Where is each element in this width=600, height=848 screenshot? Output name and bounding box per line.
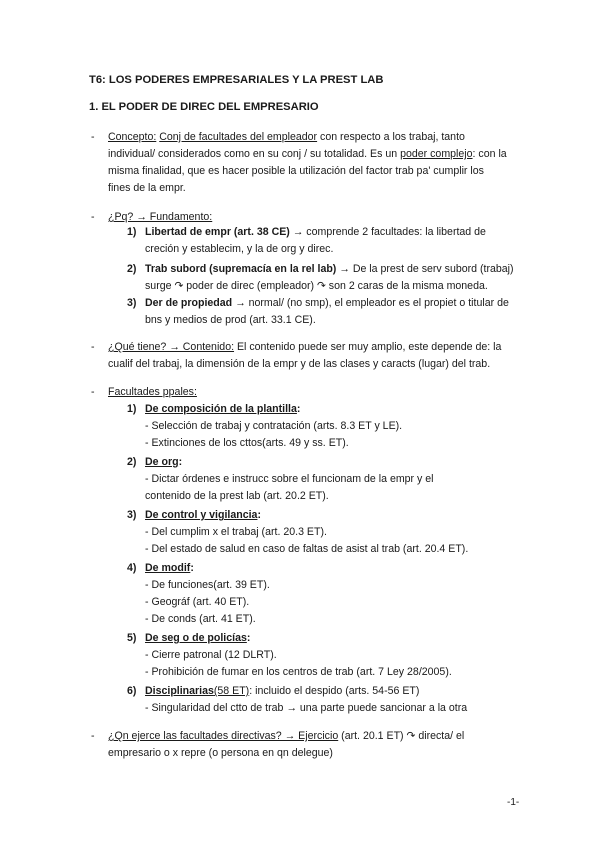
concepto-text: individual/ considerados como en su conj / su totalidad. Es un [108, 148, 401, 160]
facultad-heading [145, 508, 261, 522]
list-item-text: → De la prest de serv subord (trabaj) [336, 263, 514, 275]
facultad-heading-colon: : [246, 632, 251, 644]
bullet-dash: - [91, 131, 95, 143]
facultad-line: - Cierre patronal (12 DLRT). [145, 649, 277, 661]
facultad-line: - Del cumplim x el trabaj (art. 20.3 ET). [145, 526, 327, 538]
facultad-heading-ref: (58 ET) [213, 685, 250, 697]
contenido-line-2: cualif del trabaj, la dimensión de la empr y de las clases y caracts (lugar) del trab. [108, 358, 491, 370]
page-number: -1- [507, 797, 520, 808]
ejercicio-line-2: empresario o x repre (o persona en qn delegue) [108, 747, 333, 759]
list-number: 6) [127, 685, 137, 697]
facultad-heading-colon: : [257, 509, 261, 521]
contenido-label: ¿Qué tiene? → Contenido: [108, 341, 235, 353]
list-item-bold: Trab subord (supremacía en la rel lab) [145, 263, 337, 275]
facultad-heading [145, 561, 194, 575]
facultad-heading-text: De org [145, 456, 179, 468]
facultad-line: - De funciones(art. 39 ET). [145, 579, 270, 591]
facultad-heading-text: Disciplinarias [145, 685, 214, 697]
document-title: T6: LOS PODERES EMPRESARIALES Y LA PREST LAB [89, 74, 384, 86]
facultad-heading-text: De modif [145, 562, 191, 574]
concepto-underlined: poder complejo [400, 148, 473, 160]
bullet-dash: - [91, 730, 95, 742]
bullet-dash: - [91, 211, 95, 223]
list-number: 2) [127, 263, 137, 275]
facultad-heading-rest: : incluido el despido (arts. 54-56 ET) [249, 685, 420, 697]
list-number: 4) [127, 562, 137, 574]
facultad-heading-text: De composición de la plantilla [145, 403, 297, 415]
facultades-label: Facultades ppales: [108, 386, 197, 398]
concepto-line-3: misma finalidad, que es hacer posible la utilización del factor trab pa' cumplir los [108, 165, 484, 177]
facultad-heading [145, 455, 182, 469]
concepto-text: con respecto a los trabaj, tanto [317, 131, 465, 143]
facultad-line: - Geográf (art. 40 ET). [145, 596, 250, 608]
list-number: 3) [127, 509, 137, 521]
ejercicio-line-1 [108, 729, 464, 743]
bullet-dash: - [91, 386, 95, 398]
list-number: 3) [127, 297, 137, 309]
facultad-heading-text: De seg o de policías [145, 632, 247, 644]
list-item [145, 296, 509, 310]
contenido-line-1 [108, 340, 501, 354]
facultad-heading [145, 402, 300, 416]
list-item [145, 262, 514, 276]
concepto-line-4: fines de la empr. [108, 182, 186, 194]
list-item-bold: Der de propiedad [145, 297, 233, 309]
facultad-line: - Dictar órdenes e instrucc sobre el funcionam de la empr y el [145, 473, 434, 485]
ejercicio-label: ¿Qn ejerce las facultades directivas? → Ejercicio [108, 730, 339, 742]
list-number: 5) [127, 632, 137, 644]
ejercicio-text: (art. 20.1 ET) ↷ directa/ el [338, 730, 465, 742]
facultad-line: - De conds (art. 41 ET). [145, 613, 256, 625]
facultad-heading-colon: : [190, 562, 194, 574]
list-number: 1) [127, 403, 137, 415]
facultad-line: - Del estado de salud en caso de faltas de asist al trab (art. 20.4 ET). [145, 543, 469, 555]
facultad-line: - Extinciones de los cttos(arts. 49 y ss. ET). [145, 437, 349, 449]
list-item-line: creción y establecim, y la de org y direc. [145, 243, 334, 255]
bullet-dash: - [91, 341, 95, 353]
facultad-heading-colon: : [296, 403, 301, 415]
list-item-text: → comprende 2 facultades: la libertad de [289, 226, 486, 238]
section-heading: 1. EL PODER DE DIREC DEL EMPRESARIO [89, 101, 319, 113]
facultad-line: - Selección de trabaj y contratación (arts. 8.3 ET y LE). [145, 420, 403, 432]
contenido-text: El contenido puede ser muy amplio, este depende de: la [234, 341, 502, 353]
list-item-line: bns y medios de prod (art. 33.1 CE). [145, 314, 316, 326]
concepto-underlined: Conj de facultades del empleador [159, 131, 318, 143]
list-item-text: → normal/ (no smp), el empleador es el propiet o titular de [232, 297, 509, 309]
facultad-line: contenido de la prest lab (art. 20.2 ET). [145, 490, 329, 502]
concepto-text: : con la [472, 148, 507, 160]
facultad-heading [145, 631, 250, 645]
facultad-line: - Prohibición de fumar en los centros de trab (art. 7 Ley 28/2005). [145, 666, 452, 678]
concepto-line-2 [108, 147, 507, 161]
facultad-heading-colon: : [178, 456, 183, 468]
list-number: 2) [127, 456, 137, 468]
list-item-line: surge ↷ poder de direc (empleador) ↷ son 2 caras de la misma moneda. [145, 280, 488, 292]
list-item [145, 225, 486, 239]
list-number: 1) [127, 226, 137, 238]
facultad-heading-text: De control y vigilancia [145, 509, 258, 521]
concepto-line-1 [108, 130, 465, 144]
fundamento-label: ¿Pq? → Fundamento: [108, 211, 213, 223]
list-item-bold: Libertad de empr (art. 38 CE) [145, 226, 290, 238]
facultad-line: - Singularidad del ctto de trab → una parte puede sancionar a la otra [145, 702, 468, 714]
facultad-heading [145, 684, 419, 698]
concepto-label: Concepto: [108, 131, 157, 143]
